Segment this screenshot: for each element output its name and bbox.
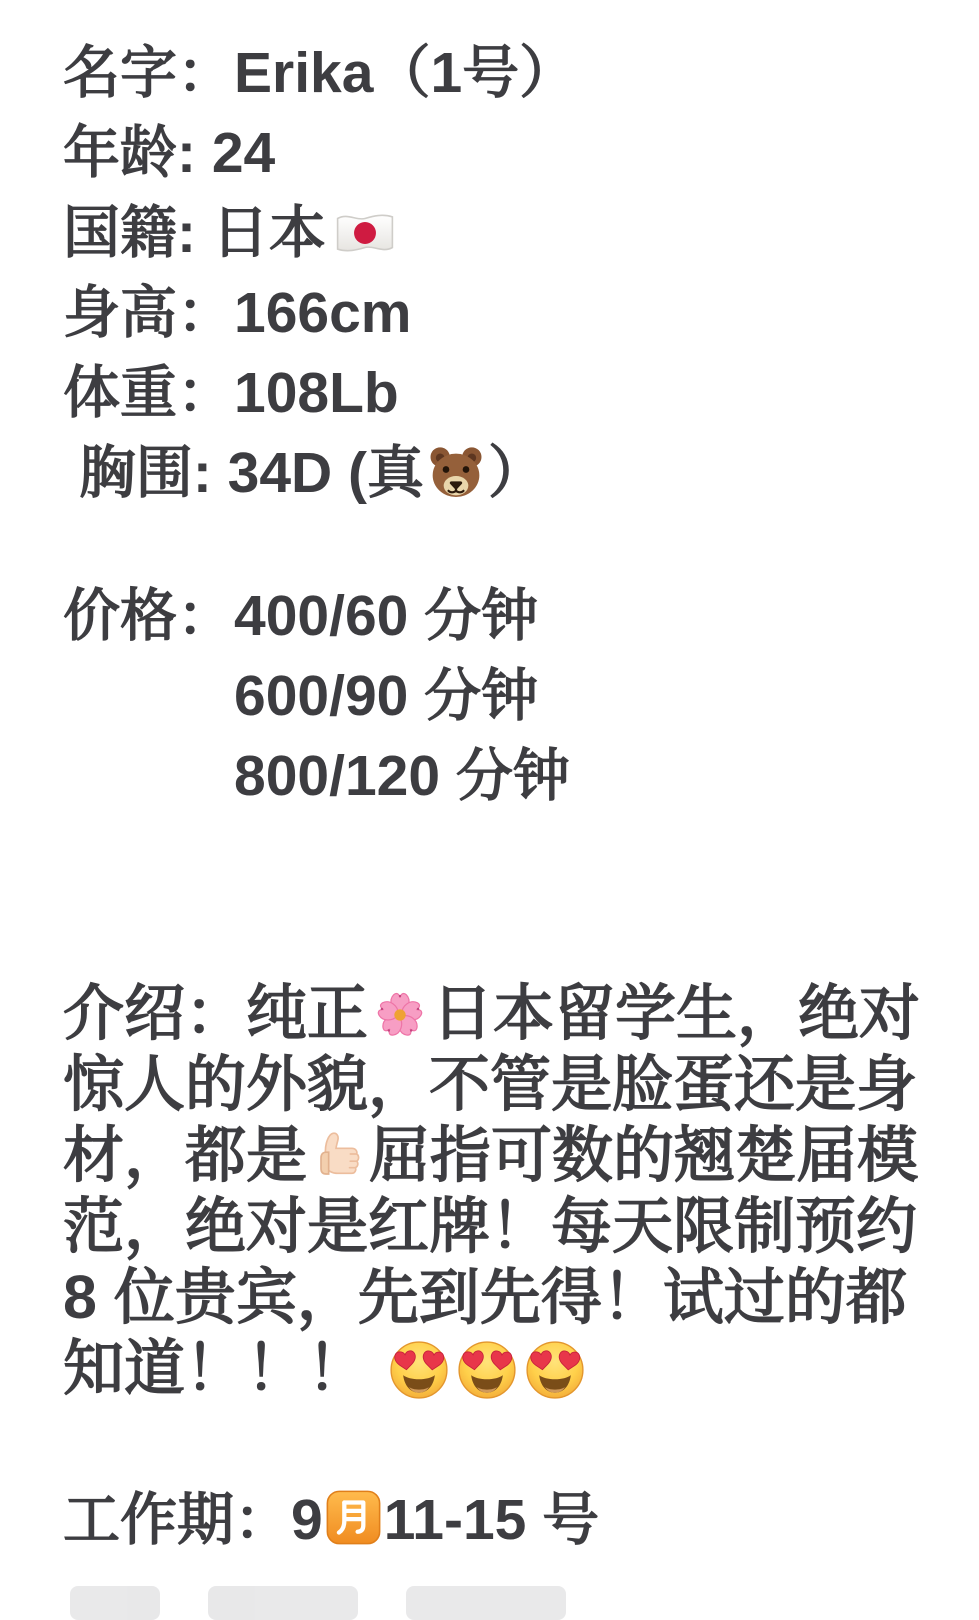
cutoff-glyph-blob xyxy=(406,1586,566,1620)
cutoff-glyph-blob xyxy=(208,1586,358,1620)
heart-eyes-emoji xyxy=(524,1339,586,1401)
intro-line-2 xyxy=(63,1049,939,1120)
work-period-line xyxy=(63,1480,939,1560)
jp-flag-emoji xyxy=(332,204,398,262)
bust-line xyxy=(63,433,939,513)
age-line xyxy=(63,113,939,193)
price-value-3: 800/120 分钟 xyxy=(234,744,570,808)
name-line xyxy=(63,33,939,113)
text-run: 年龄: 24 xyxy=(63,121,276,185)
price-line-3 xyxy=(63,736,939,816)
heart-eyes-emoji xyxy=(456,1339,518,1401)
intro-line-6 xyxy=(63,1333,939,1404)
intro-line-5 xyxy=(63,1262,939,1333)
text-run: 8 位贵宾，先到先得！试过的都 xyxy=(63,1263,907,1331)
text-run: 日本留学生，绝对 xyxy=(432,979,921,1047)
next-line-cutoff xyxy=(70,1586,566,1620)
price-line-1 xyxy=(63,576,939,656)
text-run: ） xyxy=(488,441,546,505)
heart-eyes-emoji xyxy=(388,1339,450,1401)
text-run: 11-15 号 xyxy=(383,1488,600,1552)
text-run: 体重：108Lb xyxy=(63,361,399,425)
text-run: 范，绝对是红牌！每天限制预约 xyxy=(63,1192,918,1260)
text-run: 知道！！！ xyxy=(63,1334,385,1402)
schedule-section xyxy=(63,1480,939,1560)
weight-line xyxy=(63,353,939,433)
price-label: 价格： xyxy=(63,584,234,648)
text-run: 材，都是 xyxy=(63,1121,308,1189)
text-run: 身高：166cm xyxy=(63,281,412,345)
thumbs-up-emoji xyxy=(308,1125,368,1185)
text-run: 名字：Erika（1号） xyxy=(63,41,577,105)
cutoff-glyph-blob xyxy=(70,1586,160,1620)
intro-line-1 xyxy=(63,978,939,1049)
profile-section xyxy=(63,33,939,513)
intro-line-3 xyxy=(63,1120,939,1191)
intro-line-4 xyxy=(63,1191,939,1262)
price-value-1: 400/60 分钟 xyxy=(234,584,539,648)
price-line-2 xyxy=(63,656,939,736)
price-value-2: 600/90 分钟 xyxy=(234,664,539,728)
text-run: 国籍: 日本 xyxy=(63,201,326,265)
text-run: 惊人的外貌，不管是脸蛋还是身 xyxy=(63,1050,918,1118)
nationality-line xyxy=(63,193,939,273)
sakura-emoji xyxy=(369,984,431,1046)
price-block xyxy=(63,576,939,816)
text-run: 胸围: 34D (真 xyxy=(63,441,425,505)
month-square-emoji xyxy=(325,1489,382,1546)
text-run: 介绍：纯正 xyxy=(63,979,369,1047)
text-run: 屈指可数的翘楚届模 xyxy=(369,1121,919,1189)
text-run: 工作期：9 xyxy=(63,1488,323,1552)
bear-emoji xyxy=(426,442,486,502)
intro-section xyxy=(63,978,939,1404)
height-line xyxy=(63,273,939,353)
